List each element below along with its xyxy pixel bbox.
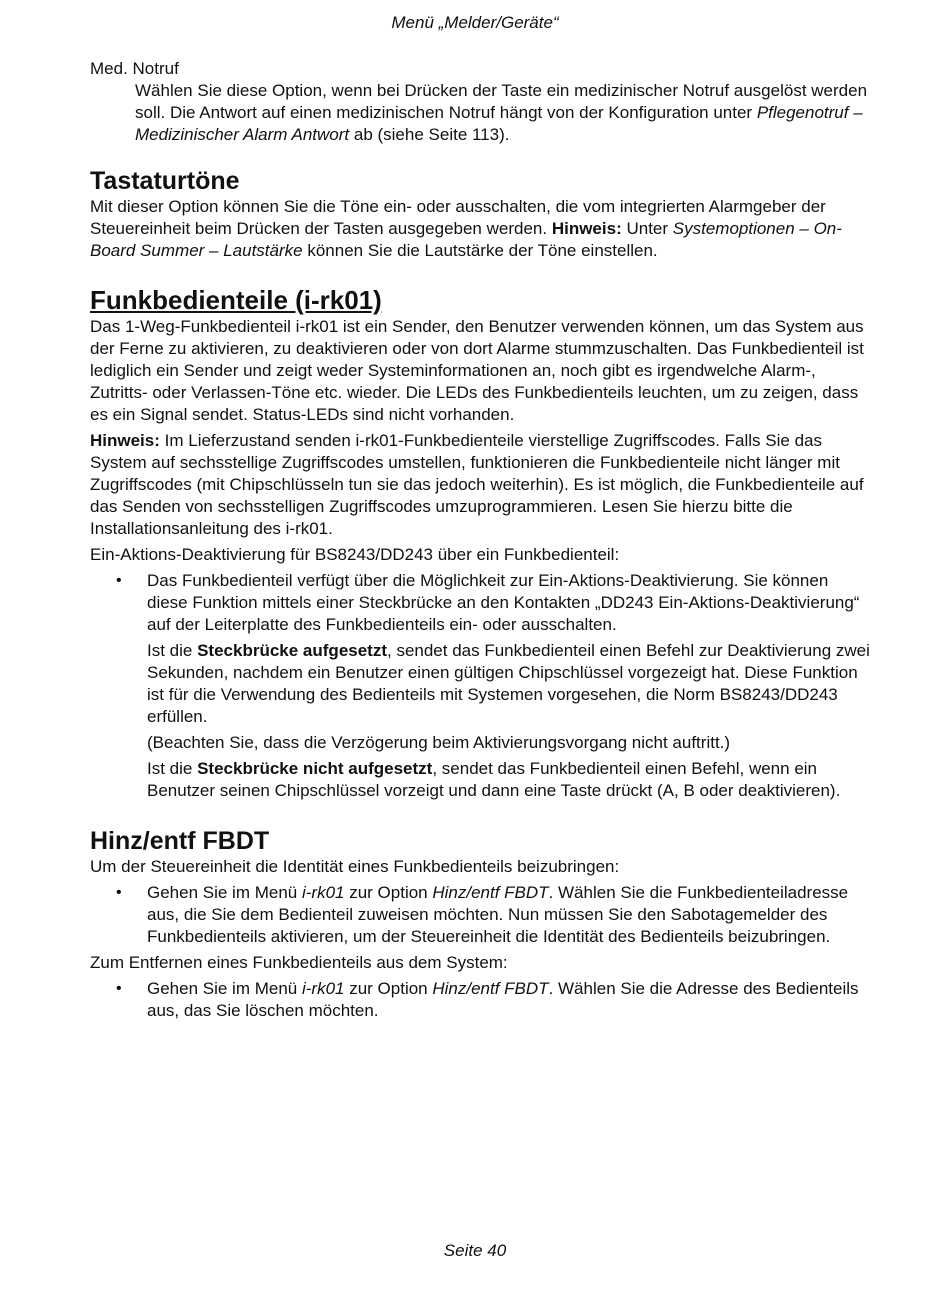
bullet-icon: • [116, 572, 122, 589]
list-item: • Das Funkbedienteil verfügt über die Möglichkeit zur Ein-Aktions-Deaktivierung. Sie können diese Funktion mittels einer Steckbrücke an den Kontakten „DD243 Ein-Aktions-Deaktivierung“ auf der Leiterplatte des Funkbedienteils ein- oder ausschalten. [116, 571, 860, 634]
med-notruf-term: Med. Notruf [90, 59, 179, 78]
bullet-icon: • [116, 980, 122, 997]
list-item: • Gehen Sie im Menü i-rk01 zur Option Hinz/entf FBDT. Wählen Sie die Funkbedienteiladresse aus, die Sie dem Bedienteil zuweisen möchten. Nun müssen Sie den Sabotagemelder des Funkbedienteils aktivieren, um der Steuereinheit die Identität des Bedienteils beizubringen. [116, 883, 849, 946]
funkbedienteile-hint: Hinweis: Im Lieferzustand senden i-rk01-Funkbedienteile vierstellige Zugriffscodes. Falls Sie das System auf sechsstellige Zugriffscodes umstellen, funktionieren die Funkbedienteile nicht länger mit Zugriffscodes (mit Chipschlüsseln tun sie das jedoch weiterhin). Es ist möglich, die Funkbedienteile auf das Senden von sechsstelligen Zugriffscodes umzuprogrammieren. Lesen Sie hierzu bitte die Installationsanleitung des i-rk01. [90, 431, 864, 538]
jumper-not-set-text: Ist die Steckbrücke nicht aufgesetzt, sendet das Funkbedienteil einen Befehl, wenn ein Benutzer seinen Chipschlüssel vorzeigt und dann eine Taste drückt (A, B oder deaktivieren). [147, 759, 841, 800]
section-heading-hinz-entf: Hinz/entf FBDT [90, 827, 270, 855]
list-item: • Gehen Sie im Menü i-rk01 zur Option Hinz/entf FBDT. Wählen Sie die Adresse des Bedienteils aus, das Sie löschen möchten. [116, 979, 859, 1020]
jumper-set-text: Ist die Steckbrücke aufgesetzt, sendet das Funkbedienteil einen Befehl zur Deaktivierung zwei Sekunden, nachdem ein Benutzer einen gültigen Chipschlüssel vorgezeigt hat. Diese Funktion ist für die Verwendung des Bedienteils mit Systemen vorgesehen, die Norm BS8243/DD243 erfüllen. [147, 641, 870, 726]
tastaturtoene-text: Mit dieser Option können Sie die Töne ein- oder ausschalten, die vom integrierten Alarmgeber der Steuereinheit beim Drücken der Tasten ausgegeben werden. Hinweis: Unter Systemoptionen – On-Board Summer – Lautstärke können Sie die Lautstärke der Töne einstellen. [90, 197, 842, 260]
page-body [90, 0, 870, 1022]
section-heading-funkbedienteile: Funkbedienteile (i-rk01) [90, 285, 382, 315]
funkbedienteile-intro: Das 1-Weg-Funkbedienteil i-rk01 ist ein Sender, den Benutzer verwenden können, um das System aus der Ferne zu aktivieren, zu deaktivieren oder von dort Alarme stummzuschalten. Das Funkbedienteil ist lediglich ein Sender und zeigt weder Systeminformationen an, noch gibt es irgendwelche Alarm-, Zutritts- oder Verlassen-Töne etc. wieder. Die LEDs des Funkbedienteils leuchten, um zu zeigen, dass es ein Signal sendet. Status-LEDs sind nicht vorhanden. [90, 317, 864, 424]
hinz-entf-intro: Um der Steuereinheit die Identität eines Funkbedienteils beizubringen: [90, 857, 620, 876]
delay-note: (Beachten Sie, dass die Verzögerung beim Aktivierungsvorgang nicht auftritt.) [147, 733, 731, 752]
bullet-icon: • [116, 884, 122, 901]
remove-bullet-list [90, 978, 870, 1022]
section-heading-tastaturtoene: Tastaturtöne [90, 167, 240, 195]
add-bullet-list [90, 882, 870, 948]
funkbedienteile-dd243-intro: Ein-Aktions-Deaktivierung für BS8243/DD243 über ein Funkbedienteil: [90, 545, 620, 564]
dd243-bullet-list [90, 570, 870, 636]
remove-intro: Zum Entfernen eines Funkbedienteils aus dem System: [90, 953, 508, 972]
page-header: Menü „Melder/Geräte“ [391, 13, 559, 32]
page-footer: Seite 40 [443, 1241, 507, 1260]
med-notruf-description: Wählen Sie diese Option, wenn bei Drücken der Taste ein medizinischer Notruf ausgelöst werden soll. Die Antwort auf einen medizinischen Notruf hängt von der Konfiguration unter Pflegenotruf – Medizinischer Alarm Antwort ab (siehe Seite 113). [135, 81, 868, 144]
